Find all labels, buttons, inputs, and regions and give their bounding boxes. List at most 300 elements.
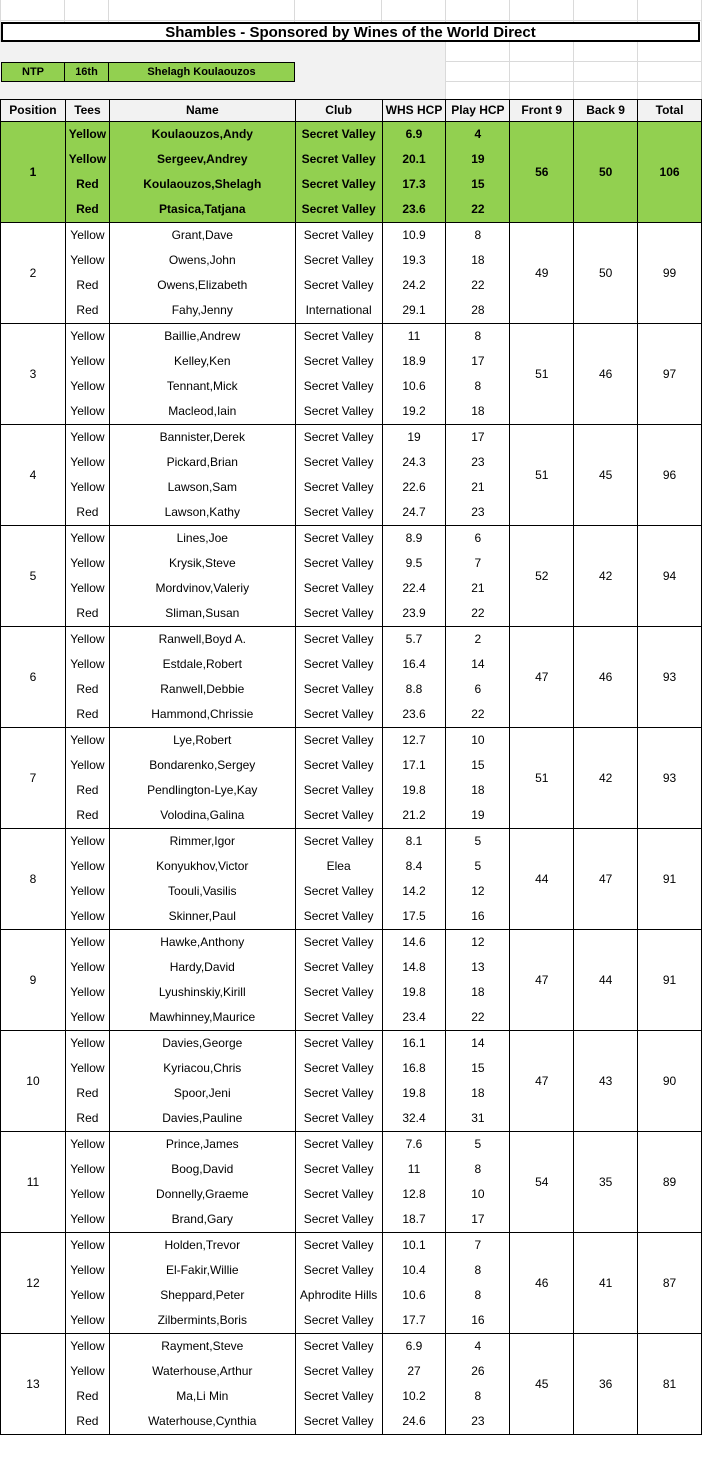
tees-cell[interactable]: Red xyxy=(65,273,109,298)
play-hcp-cell[interactable]: 12 xyxy=(446,930,510,956)
club-cell[interactable]: Secret Valley xyxy=(295,122,382,148)
whs-hcp-cell[interactable]: 19 xyxy=(382,425,446,451)
club-cell[interactable]: Secret Valley xyxy=(295,147,382,172)
tees-cell[interactable]: Red xyxy=(65,298,109,324)
name-cell[interactable]: Pickard,Brian xyxy=(109,450,295,475)
front-9-cell[interactable]: 51 xyxy=(510,324,574,425)
tees-cell[interactable]: Yellow xyxy=(65,829,109,855)
play-hcp-cell[interactable]: 5 xyxy=(446,1132,510,1158)
name-cell[interactable]: Volodina,Galina xyxy=(109,803,295,829)
name-cell[interactable]: Kyriacou,Chris xyxy=(109,1056,295,1081)
name-cell[interactable]: Lines,Joe xyxy=(109,526,295,552)
position-cell[interactable]: 13 xyxy=(1,1334,66,1435)
play-hcp-cell[interactable]: 28 xyxy=(446,298,510,324)
back-9-cell[interactable]: 44 xyxy=(574,930,638,1031)
whs-hcp-cell[interactable]: 22.6 xyxy=(382,475,446,500)
club-cell[interactable]: Secret Valley xyxy=(295,1182,382,1207)
play-hcp-cell[interactable]: 23 xyxy=(446,1409,510,1435)
tees-cell[interactable]: Red xyxy=(65,1409,109,1435)
tees-cell[interactable]: Yellow xyxy=(65,1258,109,1283)
play-hcp-cell[interactable]: 22 xyxy=(446,601,510,627)
ntp-hole[interactable]: 16th xyxy=(64,62,109,82)
whs-hcp-cell[interactable]: 18.7 xyxy=(382,1207,446,1233)
tees-cell[interactable]: Yellow xyxy=(65,1005,109,1031)
play-hcp-cell[interactable]: 8 xyxy=(446,1258,510,1283)
front-9-cell[interactable]: 54 xyxy=(510,1132,574,1233)
tees-cell[interactable]: Yellow xyxy=(65,122,109,148)
tees-cell[interactable]: Yellow xyxy=(65,1182,109,1207)
name-cell[interactable]: Waterhouse,Cynthia xyxy=(109,1409,295,1435)
front-9-cell[interactable]: 44 xyxy=(510,829,574,930)
club-cell[interactable]: Secret Valley xyxy=(295,349,382,374)
front-9-cell[interactable]: 56 xyxy=(510,122,574,223)
club-cell[interactable]: Secret Valley xyxy=(295,526,382,552)
header-tees[interactable]: Tees xyxy=(65,100,109,122)
play-hcp-cell[interactable]: 14 xyxy=(446,1031,510,1057)
whs-hcp-cell[interactable]: 12.8 xyxy=(382,1182,446,1207)
name-cell[interactable]: Sheppard,Peter xyxy=(109,1283,295,1308)
back-9-cell[interactable]: 42 xyxy=(574,526,638,627)
play-hcp-cell[interactable]: 18 xyxy=(446,248,510,273)
front-9-cell[interactable]: 47 xyxy=(510,627,574,728)
name-cell[interactable]: Lye,Robert xyxy=(109,728,295,754)
position-cell[interactable]: 5 xyxy=(1,526,66,627)
header-back-9[interactable]: Back 9 xyxy=(574,100,638,122)
tees-cell[interactable]: Yellow xyxy=(65,652,109,677)
whs-hcp-cell[interactable]: 5.7 xyxy=(382,627,446,653)
whs-hcp-cell[interactable]: 19.8 xyxy=(382,980,446,1005)
club-cell[interactable]: Elea xyxy=(295,854,382,879)
tees-cell[interactable]: Yellow xyxy=(65,475,109,500)
name-cell[interactable]: Owens,John xyxy=(109,248,295,273)
tees-cell[interactable]: Yellow xyxy=(65,576,109,601)
tees-cell[interactable]: Yellow xyxy=(65,854,109,879)
whs-hcp-cell[interactable]: 17.1 xyxy=(382,753,446,778)
header-front-9[interactable]: Front 9 xyxy=(510,100,574,122)
front-9-cell[interactable]: 45 xyxy=(510,1334,574,1435)
whs-hcp-cell[interactable]: 11 xyxy=(382,324,446,350)
whs-hcp-cell[interactable]: 17.7 xyxy=(382,1308,446,1334)
name-cell[interactable]: Lyushinskiy,Kirill xyxy=(109,980,295,1005)
club-cell[interactable]: Secret Valley xyxy=(295,551,382,576)
tees-cell[interactable]: Yellow xyxy=(65,1056,109,1081)
play-hcp-cell[interactable]: 18 xyxy=(446,399,510,425)
club-cell[interactable]: Secret Valley xyxy=(295,576,382,601)
tees-cell[interactable]: Yellow xyxy=(65,980,109,1005)
total-cell[interactable]: 81 xyxy=(638,1334,702,1435)
play-hcp-cell[interactable]: 15 xyxy=(446,1056,510,1081)
club-cell[interactable]: Secret Valley xyxy=(295,1031,382,1057)
whs-hcp-cell[interactable]: 32.4 xyxy=(382,1106,446,1132)
club-cell[interactable]: Secret Valley xyxy=(295,1005,382,1031)
tees-cell[interactable]: Yellow xyxy=(65,248,109,273)
club-cell[interactable]: Secret Valley xyxy=(295,652,382,677)
name-cell[interactable]: Prince,James xyxy=(109,1132,295,1158)
back-9-cell[interactable]: 43 xyxy=(574,1031,638,1132)
back-9-cell[interactable]: 46 xyxy=(574,324,638,425)
name-cell[interactable]: Brand,Gary xyxy=(109,1207,295,1233)
play-hcp-cell[interactable]: 19 xyxy=(446,803,510,829)
play-hcp-cell[interactable]: 7 xyxy=(446,1233,510,1259)
name-cell[interactable]: Spoor,Jeni xyxy=(109,1081,295,1106)
play-hcp-cell[interactable]: 18 xyxy=(446,1081,510,1106)
club-cell[interactable]: Secret Valley xyxy=(295,930,382,956)
tees-cell[interactable]: Yellow xyxy=(65,551,109,576)
name-cell[interactable]: Lawson,Sam xyxy=(109,475,295,500)
play-hcp-cell[interactable]: 13 xyxy=(446,955,510,980)
whs-hcp-cell[interactable]: 19.3 xyxy=(382,248,446,273)
header-total[interactable]: Total xyxy=(638,100,702,122)
play-hcp-cell[interactable]: 18 xyxy=(446,980,510,1005)
back-9-cell[interactable]: 45 xyxy=(574,425,638,526)
club-cell[interactable]: Secret Valley xyxy=(295,324,382,350)
back-9-cell[interactable]: 46 xyxy=(574,627,638,728)
front-9-cell[interactable]: 47 xyxy=(510,930,574,1031)
name-cell[interactable]: Macleod,Iain xyxy=(109,399,295,425)
name-cell[interactable]: Bannister,Derek xyxy=(109,425,295,451)
whs-hcp-cell[interactable]: 17.3 xyxy=(382,172,446,197)
name-cell[interactable]: Hammond,Chrissie xyxy=(109,702,295,728)
club-cell[interactable]: Secret Valley xyxy=(295,223,382,249)
club-cell[interactable]: Aphrodite Hills xyxy=(295,1283,382,1308)
play-hcp-cell[interactable]: 10 xyxy=(446,728,510,754)
total-cell[interactable]: 89 xyxy=(638,1132,702,1233)
position-cell[interactable]: 4 xyxy=(1,425,66,526)
club-cell[interactable]: Secret Valley xyxy=(295,627,382,653)
name-cell[interactable]: Rayment,Steve xyxy=(109,1334,295,1360)
position-cell[interactable]: 6 xyxy=(1,627,66,728)
tees-cell[interactable]: Yellow xyxy=(65,1283,109,1308)
play-hcp-cell[interactable]: 15 xyxy=(446,753,510,778)
ntp-label[interactable]: NTP xyxy=(1,62,65,82)
club-cell[interactable]: Secret Valley xyxy=(295,778,382,803)
position-cell[interactable]: 11 xyxy=(1,1132,66,1233)
play-hcp-cell[interactable]: 18 xyxy=(446,778,510,803)
total-cell[interactable]: 106 xyxy=(638,122,702,223)
tees-cell[interactable]: Yellow xyxy=(65,147,109,172)
front-9-cell[interactable]: 51 xyxy=(510,728,574,829)
tees-cell[interactable]: Red xyxy=(65,172,109,197)
name-cell[interactable]: Davies,Pauline xyxy=(109,1106,295,1132)
name-cell[interactable]: Sliman,Susan xyxy=(109,601,295,627)
play-hcp-cell[interactable]: 8 xyxy=(446,324,510,350)
front-9-cell[interactable]: 49 xyxy=(510,223,574,324)
tees-cell[interactable]: Red xyxy=(65,1106,109,1132)
name-cell[interactable]: Koulaouzos,Andy xyxy=(109,122,295,148)
name-cell[interactable]: Krysik,Steve xyxy=(109,551,295,576)
tees-cell[interactable]: Yellow xyxy=(65,324,109,350)
tees-cell[interactable]: Yellow xyxy=(65,1233,109,1259)
play-hcp-cell[interactable]: 7 xyxy=(446,551,510,576)
total-cell[interactable]: 91 xyxy=(638,930,702,1031)
total-cell[interactable]: 93 xyxy=(638,728,702,829)
tees-cell[interactable]: Yellow xyxy=(65,627,109,653)
club-cell[interactable]: International xyxy=(295,298,382,324)
club-cell[interactable]: Secret Valley xyxy=(295,273,382,298)
name-cell[interactable]: Ranwell,Debbie xyxy=(109,677,295,702)
name-cell[interactable]: Boog,David xyxy=(109,1157,295,1182)
tees-cell[interactable]: Red xyxy=(65,1384,109,1409)
club-cell[interactable]: Secret Valley xyxy=(295,374,382,399)
play-hcp-cell[interactable]: 6 xyxy=(446,526,510,552)
whs-hcp-cell[interactable]: 10.6 xyxy=(382,1283,446,1308)
tees-cell[interactable]: Yellow xyxy=(65,1207,109,1233)
tees-cell[interactable]: Yellow xyxy=(65,1359,109,1384)
tees-cell[interactable]: Yellow xyxy=(65,223,109,249)
tees-cell[interactable]: Yellow xyxy=(65,904,109,930)
whs-hcp-cell[interactable]: 29.1 xyxy=(382,298,446,324)
whs-hcp-cell[interactable]: 12.7 xyxy=(382,728,446,754)
play-hcp-cell[interactable]: 5 xyxy=(446,854,510,879)
play-hcp-cell[interactable]: 6 xyxy=(446,677,510,702)
club-cell[interactable]: Secret Valley xyxy=(295,1258,382,1283)
whs-hcp-cell[interactable]: 10.4 xyxy=(382,1258,446,1283)
name-cell[interactable]: Ranwell,Boyd A. xyxy=(109,627,295,653)
club-cell[interactable]: Secret Valley xyxy=(295,197,382,223)
whs-hcp-cell[interactable]: 23.4 xyxy=(382,1005,446,1031)
total-cell[interactable]: 94 xyxy=(638,526,702,627)
tees-cell[interactable]: Red xyxy=(65,601,109,627)
play-hcp-cell[interactable]: 22 xyxy=(446,273,510,298)
play-hcp-cell[interactable]: 21 xyxy=(446,475,510,500)
play-hcp-cell[interactable]: 23 xyxy=(446,450,510,475)
whs-hcp-cell[interactable]: 8.4 xyxy=(382,854,446,879)
tees-cell[interactable]: Yellow xyxy=(65,374,109,399)
front-9-cell[interactable]: 46 xyxy=(510,1233,574,1334)
tees-cell[interactable]: Yellow xyxy=(65,728,109,754)
club-cell[interactable]: Secret Valley xyxy=(295,702,382,728)
play-hcp-cell[interactable]: 22 xyxy=(446,197,510,223)
play-hcp-cell[interactable]: 8 xyxy=(446,1384,510,1409)
club-cell[interactable]: Secret Valley xyxy=(295,500,382,526)
name-cell[interactable]: Mawhinney,Maurice xyxy=(109,1005,295,1031)
header-club[interactable]: Club xyxy=(295,100,382,122)
back-9-cell[interactable]: 35 xyxy=(574,1132,638,1233)
name-cell[interactable]: Hawke,Anthony xyxy=(109,930,295,956)
total-cell[interactable]: 97 xyxy=(638,324,702,425)
position-cell[interactable]: 9 xyxy=(1,930,66,1031)
tees-cell[interactable]: Yellow xyxy=(65,753,109,778)
total-cell[interactable]: 99 xyxy=(638,223,702,324)
name-cell[interactable]: Kelley,Ken xyxy=(109,349,295,374)
front-9-cell[interactable]: 52 xyxy=(510,526,574,627)
play-hcp-cell[interactable]: 8 xyxy=(446,374,510,399)
whs-hcp-cell[interactable]: 10.1 xyxy=(382,1233,446,1259)
club-cell[interactable]: Secret Valley xyxy=(295,980,382,1005)
whs-hcp-cell[interactable]: 10.9 xyxy=(382,223,446,249)
name-cell[interactable]: Davies,George xyxy=(109,1031,295,1057)
play-hcp-cell[interactable]: 12 xyxy=(446,879,510,904)
tees-cell[interactable]: Yellow xyxy=(65,879,109,904)
total-cell[interactable]: 93 xyxy=(638,627,702,728)
name-cell[interactable]: Pendlington-Lye,Kay xyxy=(109,778,295,803)
whs-hcp-cell[interactable]: 17.5 xyxy=(382,904,446,930)
name-cell[interactable]: Estdale,Robert xyxy=(109,652,295,677)
name-cell[interactable]: Koulaouzos,Shelagh xyxy=(109,172,295,197)
whs-hcp-cell[interactable]: 16.8 xyxy=(382,1056,446,1081)
name-cell[interactable]: Rimmer,Igor xyxy=(109,829,295,855)
play-hcp-cell[interactable]: 8 xyxy=(446,1157,510,1182)
club-cell[interactable]: Secret Valley xyxy=(295,904,382,930)
whs-hcp-cell[interactable]: 19.8 xyxy=(382,1081,446,1106)
club-cell[interactable]: Secret Valley xyxy=(295,248,382,273)
tees-cell[interactable]: Yellow xyxy=(65,349,109,374)
tees-cell[interactable]: Red xyxy=(65,500,109,526)
club-cell[interactable]: Secret Valley xyxy=(295,1081,382,1106)
club-cell[interactable]: Secret Valley xyxy=(295,879,382,904)
name-cell[interactable]: Hardy,David xyxy=(109,955,295,980)
whs-hcp-cell[interactable]: 22.4 xyxy=(382,576,446,601)
tees-cell[interactable]: Yellow xyxy=(65,1031,109,1057)
play-hcp-cell[interactable]: 17 xyxy=(446,1207,510,1233)
back-9-cell[interactable]: 41 xyxy=(574,1233,638,1334)
total-cell[interactable]: 96 xyxy=(638,425,702,526)
club-cell[interactable]: Secret Valley xyxy=(295,829,382,855)
whs-hcp-cell[interactable]: 6.9 xyxy=(382,1334,446,1360)
tees-cell[interactable]: Yellow xyxy=(65,955,109,980)
whs-hcp-cell[interactable]: 14.8 xyxy=(382,955,446,980)
club-cell[interactable]: Secret Valley xyxy=(295,399,382,425)
name-cell[interactable]: Skinner,Paul xyxy=(109,904,295,930)
club-cell[interactable]: Secret Valley xyxy=(295,1056,382,1081)
club-cell[interactable]: Secret Valley xyxy=(295,1207,382,1233)
play-hcp-cell[interactable]: 23 xyxy=(446,500,510,526)
whs-hcp-cell[interactable]: 10.2 xyxy=(382,1384,446,1409)
whs-hcp-cell[interactable]: 23.6 xyxy=(382,702,446,728)
play-hcp-cell[interactable]: 4 xyxy=(446,1334,510,1360)
play-hcp-cell[interactable]: 16 xyxy=(446,904,510,930)
name-cell[interactable]: Konyukhov,Victor xyxy=(109,854,295,879)
front-9-cell[interactable]: 51 xyxy=(510,425,574,526)
club-cell[interactable]: Secret Valley xyxy=(295,172,382,197)
play-hcp-cell[interactable]: 21 xyxy=(446,576,510,601)
name-cell[interactable]: Waterhouse,Arthur xyxy=(109,1359,295,1384)
position-cell[interactable]: 10 xyxy=(1,1031,66,1132)
whs-hcp-cell[interactable]: 19.8 xyxy=(382,778,446,803)
back-9-cell[interactable]: 36 xyxy=(574,1334,638,1435)
name-cell[interactable]: Tennant,Mick xyxy=(109,374,295,399)
play-hcp-cell[interactable]: 17 xyxy=(446,349,510,374)
whs-hcp-cell[interactable]: 8.9 xyxy=(382,526,446,552)
whs-hcp-cell[interactable]: 8.8 xyxy=(382,677,446,702)
tees-cell[interactable]: Yellow xyxy=(65,1334,109,1360)
play-hcp-cell[interactable]: 2 xyxy=(446,627,510,653)
whs-hcp-cell[interactable]: 14.6 xyxy=(382,930,446,956)
club-cell[interactable]: Secret Valley xyxy=(295,601,382,627)
header-name[interactable]: Name xyxy=(109,100,295,122)
name-cell[interactable]: Baillie,Andrew xyxy=(109,324,295,350)
ntp-player[interactable]: Shelagh Koulaouzos xyxy=(108,62,295,82)
position-cell[interactable]: 3 xyxy=(1,324,66,425)
position-cell[interactable]: 1 xyxy=(1,122,66,223)
whs-hcp-cell[interactable]: 9.5 xyxy=(382,551,446,576)
play-hcp-cell[interactable]: 5 xyxy=(446,829,510,855)
club-cell[interactable]: Secret Valley xyxy=(295,1334,382,1360)
whs-hcp-cell[interactable]: 6.9 xyxy=(382,122,446,148)
position-cell[interactable]: 12 xyxy=(1,1233,66,1334)
total-cell[interactable]: 91 xyxy=(638,829,702,930)
whs-hcp-cell[interactable]: 24.7 xyxy=(382,500,446,526)
whs-hcp-cell[interactable]: 24.3 xyxy=(382,450,446,475)
club-cell[interactable]: Secret Valley xyxy=(295,450,382,475)
club-cell[interactable]: Secret Valley xyxy=(295,1233,382,1259)
play-hcp-cell[interactable]: 17 xyxy=(446,425,510,451)
play-hcp-cell[interactable]: 15 xyxy=(446,172,510,197)
club-cell[interactable]: Secret Valley xyxy=(295,1409,382,1435)
tees-cell[interactable]: Yellow xyxy=(65,1308,109,1334)
club-cell[interactable]: Secret Valley xyxy=(295,803,382,829)
back-9-cell[interactable]: 42 xyxy=(574,728,638,829)
name-cell[interactable]: Bondarenko,Sergey xyxy=(109,753,295,778)
front-9-cell[interactable]: 47 xyxy=(510,1031,574,1132)
play-hcp-cell[interactable]: 19 xyxy=(446,147,510,172)
whs-hcp-cell[interactable]: 19.2 xyxy=(382,399,446,425)
name-cell[interactable]: Toouli,Vasilis xyxy=(109,879,295,904)
name-cell[interactable]: Ptasica,Tatjana xyxy=(109,197,295,223)
club-cell[interactable]: Secret Valley xyxy=(295,475,382,500)
club-cell[interactable]: Secret Valley xyxy=(295,1157,382,1182)
whs-hcp-cell[interactable]: 10.6 xyxy=(382,374,446,399)
position-cell[interactable]: 2 xyxy=(1,223,66,324)
play-hcp-cell[interactable]: 16 xyxy=(446,1308,510,1334)
whs-hcp-cell[interactable]: 20.1 xyxy=(382,147,446,172)
play-hcp-cell[interactable]: 31 xyxy=(446,1106,510,1132)
whs-hcp-cell[interactable]: 16.1 xyxy=(382,1031,446,1057)
name-cell[interactable]: Holden,Trevor xyxy=(109,1233,295,1259)
tees-cell[interactable]: Yellow xyxy=(65,930,109,956)
total-cell[interactable]: 87 xyxy=(638,1233,702,1334)
whs-hcp-cell[interactable]: 23.6 xyxy=(382,197,446,223)
club-cell[interactable]: Secret Valley xyxy=(295,1384,382,1409)
whs-hcp-cell[interactable]: 7.6 xyxy=(382,1132,446,1158)
position-cell[interactable]: 8 xyxy=(1,829,66,930)
name-cell[interactable]: El-Fakir,Willie xyxy=(109,1258,295,1283)
play-hcp-cell[interactable]: 8 xyxy=(446,223,510,249)
club-cell[interactable]: Secret Valley xyxy=(295,728,382,754)
tees-cell[interactable]: Red xyxy=(65,677,109,702)
tees-cell[interactable]: Yellow xyxy=(65,1157,109,1182)
tees-cell[interactable]: Yellow xyxy=(65,450,109,475)
club-cell[interactable]: Secret Valley xyxy=(295,1106,382,1132)
tees-cell[interactable]: Red xyxy=(65,778,109,803)
header-whs-hcp[interactable]: WHS HCP xyxy=(382,100,446,122)
tees-cell[interactable]: Yellow xyxy=(65,399,109,425)
play-hcp-cell[interactable]: 26 xyxy=(446,1359,510,1384)
tees-cell[interactable]: Yellow xyxy=(65,526,109,552)
whs-hcp-cell[interactable]: 23.9 xyxy=(382,601,446,627)
whs-hcp-cell[interactable]: 27 xyxy=(382,1359,446,1384)
club-cell[interactable]: Secret Valley xyxy=(295,677,382,702)
name-cell[interactable]: Sergeev,Andrey xyxy=(109,147,295,172)
whs-hcp-cell[interactable]: 21.2 xyxy=(382,803,446,829)
header-position[interactable]: Position xyxy=(1,100,66,122)
play-hcp-cell[interactable]: 14 xyxy=(446,652,510,677)
back-9-cell[interactable]: 47 xyxy=(574,829,638,930)
total-cell[interactable]: 90 xyxy=(638,1031,702,1132)
header-play-hcp[interactable]: Play HCP xyxy=(446,100,510,122)
name-cell[interactable]: Fahy,Jenny xyxy=(109,298,295,324)
name-cell[interactable]: Owens,Elizabeth xyxy=(109,273,295,298)
play-hcp-cell[interactable]: 10 xyxy=(446,1182,510,1207)
name-cell[interactable]: Lawson,Kathy xyxy=(109,500,295,526)
club-cell[interactable]: Secret Valley xyxy=(295,955,382,980)
whs-hcp-cell[interactable]: 16.4 xyxy=(382,652,446,677)
play-hcp-cell[interactable]: 22 xyxy=(446,702,510,728)
whs-hcp-cell[interactable]: 8.1 xyxy=(382,829,446,855)
club-cell[interactable]: Secret Valley xyxy=(295,425,382,451)
name-cell[interactable]: Ma,Li Min xyxy=(109,1384,295,1409)
back-9-cell[interactable]: 50 xyxy=(574,122,638,223)
